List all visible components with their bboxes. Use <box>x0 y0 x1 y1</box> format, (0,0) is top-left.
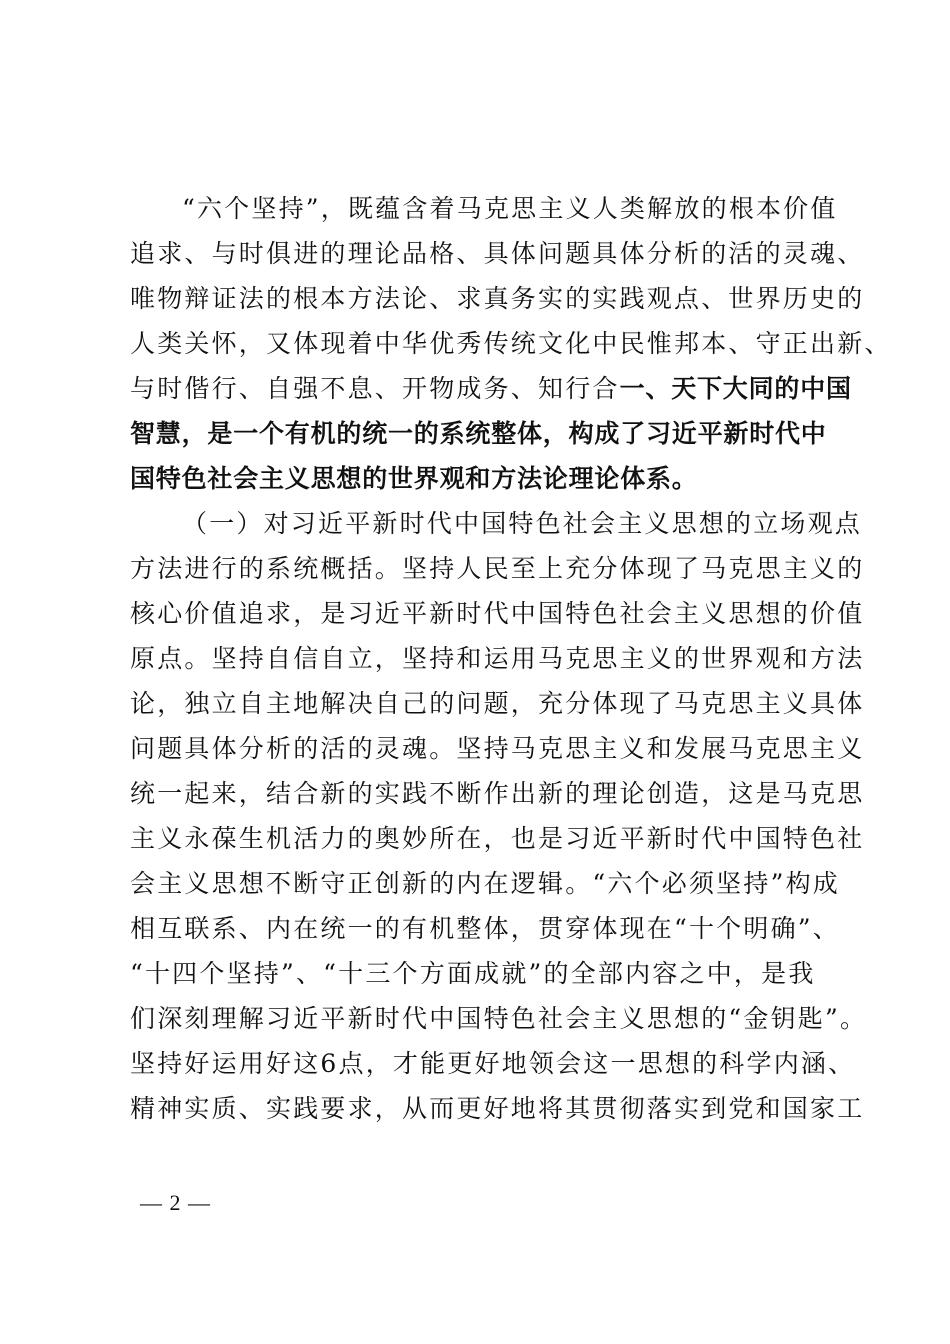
section-heading-line-3: 国特色社会主义思想的世界观和方法论理论体系。 <box>130 464 698 493</box>
subsection-line-6: 问题具体分析的活的灵魂。坚持马克思主义和发展马克思主义 <box>130 734 865 763</box>
paragraph-line-4: 人类关怀，又体现着中华优秀传统文化中民惟邦本、守正出新、 <box>130 329 892 358</box>
paragraph-line-5-text: 与时偕行、自强不息、开物成务、知行合 <box>130 374 620 403</box>
subsection-line-14: 精神实质、实践要求，从而更好地将其贯彻落实到党和国家工 <box>130 1094 865 1123</box>
subsection-line-9: 会主义思想不断守正创新的内在逻辑。“六个必须坚持”构成 <box>130 869 840 898</box>
subsection-line-3: 核心价值追求，是习近平新时代中国特色社会主义思想的价值 <box>130 599 865 628</box>
paragraph-line-5 <box>130 366 850 411</box>
paragraph-line-2: 追求、与时俱进的理论品格、具体问题具体分析的活的灵魂、 <box>130 239 865 268</box>
subsection-line-4: 原点。坚持自信自立，坚持和运用马克思主义的世界观和方法 <box>130 644 865 673</box>
subsection-line-8: 主义永葆生机活力的奥妙所在，也是习近平新时代中国特色社 <box>130 824 865 853</box>
subsection-line-10: 相互联系、内在统一的有机整体，贯穿体现在“十个明确”、 <box>130 914 840 943</box>
section-heading-line-2: 智慧，是一个有机的统一的系统整体，构成了习近平新时代中 <box>130 419 827 448</box>
section-heading-start: 一、天下大同的中国 <box>619 374 852 403</box>
paragraph-line-1: “六个坚持”，既蕴含着马克思主义人类解放的根本价值 <box>182 194 838 223</box>
subsection-line-7: 统一起来，结合新的实践不断作出新的理论创造，这是马克思 <box>130 779 865 808</box>
subsection-line-12: 们深刻理解习近平新时代中国特色社会主义思想的“金钥匙”。 <box>130 1004 868 1033</box>
subsection-line-1: （一）对习近平新时代中国特色社会主义思想的立场观点 <box>182 509 863 538</box>
subsection-line-2: 方法进行的系统概括。坚持人民至上充分体现了马克思主义的 <box>130 554 865 583</box>
subsection-line-11: “十四个坚持”、“十三个方面成就”的全部内容之中，是我 <box>130 959 816 988</box>
body-text <box>130 186 892 1131</box>
paragraph-line-3: 唯物辩证法的根本方法论、求真务实的实践观点、世界历史的 <box>130 284 865 313</box>
page-number: — 2 — <box>140 1190 211 1215</box>
subsection-line-5: 论，独立自主地解决自己的问题，充分体现了马克思主义具体 <box>130 689 865 718</box>
subsection-line-13: 坚持好运用好这6点，才能更好地领会这一思想的科学内涵、 <box>130 1049 856 1078</box>
